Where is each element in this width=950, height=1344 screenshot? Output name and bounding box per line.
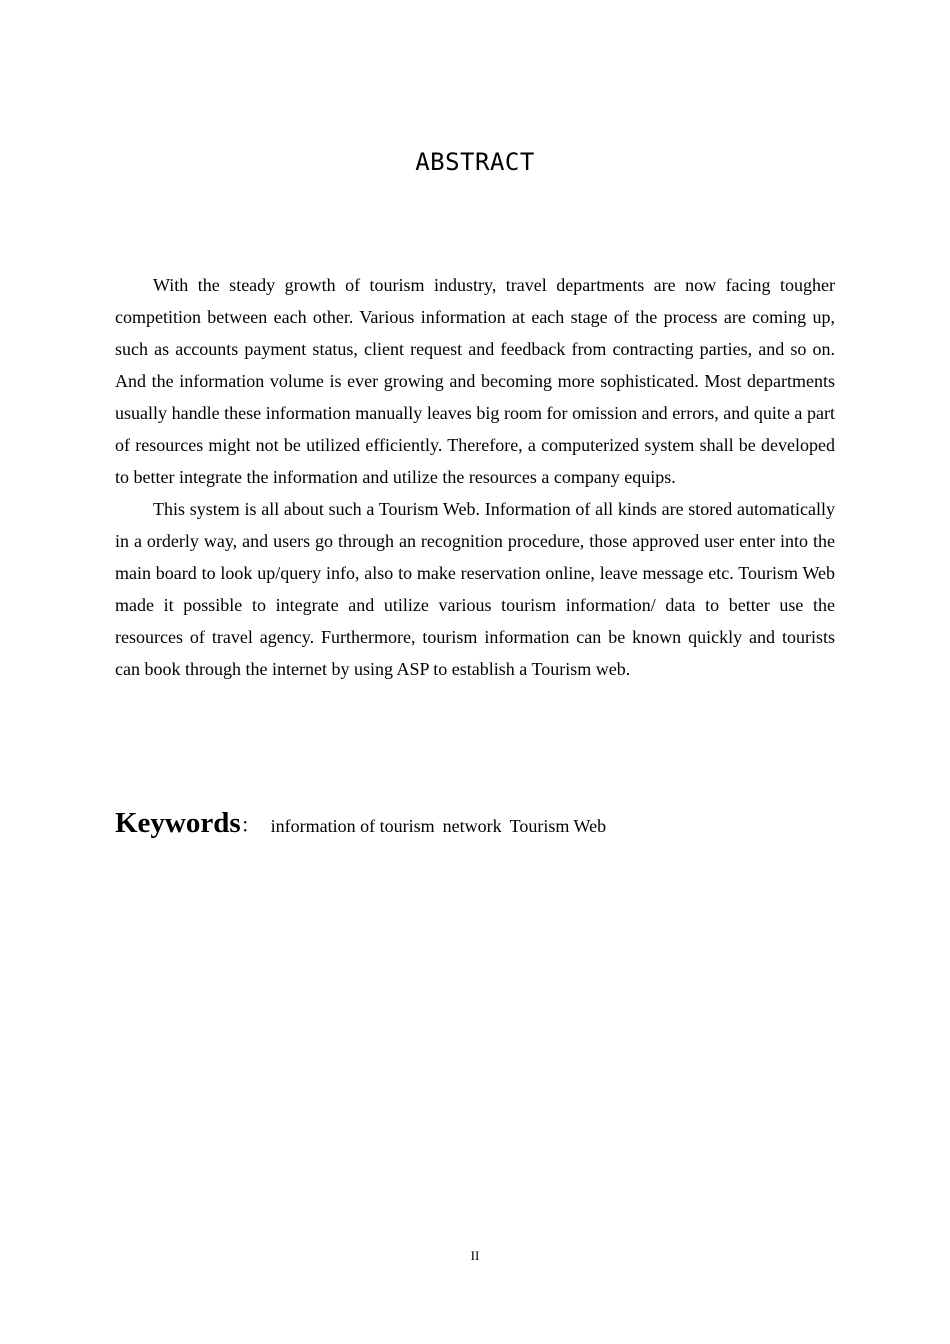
keyword-item: Tourism Web	[509, 816, 607, 836]
keywords-list	[271, 816, 614, 836]
keyword-item: information of tourism	[270, 816, 435, 836]
abstract-body	[115, 269, 835, 685]
keyword-item: network	[442, 816, 502, 836]
abstract-paragraph-1: With the steady growth of tourism industry, travel departments are now facing tougher competition between each other. Various information at each stage of the process are coming up, such as accounts payment status, client request and feedback from contracting parties, and so on. And the information volume is ever growing and becoming more sophisticated. Most departments usually handle these information manually leaves big room for omission and errors, and quite a part of resources might not be utilized efficiently. Therefore, a computerized system shall be developed to better integrate the information and utilize the resources a company equips.	[115, 275, 835, 487]
abstract-paragraph-2: This system is all about such a Tourism Web. Information of all kinds are stored automatically in a orderly way, and users go through an recognition procedure, those approved user enter into the main board to look up/query info, also to make reservation online, leave message etc. Tourism Web made it possible to integrate and utilize various tourism information/ data to better use the resources of travel agency. Furthermore, tourism information can be known quickly and tourists can book through the internet by using ASP to establish a Tourism web.	[115, 499, 835, 679]
abstract-title: ABSTRACT	[415, 148, 535, 176]
keywords-separator: ：	[240, 815, 261, 837]
keywords-line	[115, 803, 835, 843]
page-number: II	[470, 1248, 480, 1263]
keywords-label: Keywords	[115, 807, 241, 839]
